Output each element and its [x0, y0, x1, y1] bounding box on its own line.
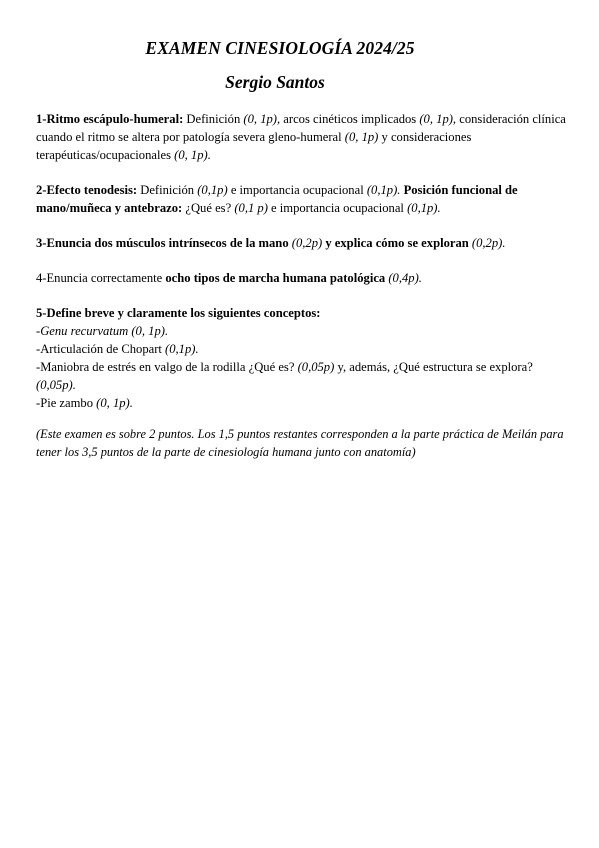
question-5-title: 5-Define breve y claramente los siguientes conceptos:: [36, 306, 321, 320]
q1-points-2: (0, 1p),: [419, 112, 457, 126]
list-item-text: Genu recurvatum (0, 1p).: [40, 324, 169, 338]
q2-text-2: e importancia ocupacional: [227, 183, 367, 197]
list-item-points: (0, 1p).: [96, 396, 133, 410]
exam-title: EXAMEN CINESIOLOGÍA 2024/25: [145, 38, 415, 58]
question-3-subheading: y explica cómo se exploran: [322, 236, 469, 250]
q2-points-2: (0,1p).: [366, 183, 401, 197]
list-item: [36, 358, 566, 394]
list-item-dash: -: [36, 324, 41, 338]
question-5-heading: [36, 304, 566, 322]
author-name: Sergio Santos: [225, 72, 325, 92]
question-2: [36, 181, 566, 217]
q1-text-4: y consideraciones terapéuticas/ocupacionales: [36, 130, 472, 162]
exam-content: [36, 110, 566, 473]
question-5-list: [36, 322, 566, 412]
q3-points-1: (0,2p): [288, 236, 323, 250]
q2-points-3: (0,1 p): [234, 201, 268, 215]
list-item: [36, 340, 566, 358]
list-item-points: (0,1p).: [165, 342, 199, 356]
list-item-points: (0,05p): [297, 360, 335, 374]
q2-points-1: (0,1p): [197, 183, 228, 197]
question-2-heading: 2-Efecto tenodesis:: [36, 183, 138, 197]
q1-points-3: (0, 1p): [344, 130, 379, 144]
q1-text-2: arcos cinéticos implicados: [280, 112, 420, 126]
q2-points-4: (0,1p).: [407, 201, 441, 215]
q1-points-1: (0, 1p),: [243, 112, 281, 126]
q3-points-2: (0,2p).: [468, 236, 506, 250]
list-item: [36, 322, 566, 340]
question-4: [36, 269, 566, 287]
q4-points: (0,4p).: [385, 271, 422, 285]
q2-text-4: e importancia ocupacional: [267, 201, 408, 215]
list-item-text: -Maniobra de estrés en valgo de la rodilla ¿Qué es?: [36, 360, 298, 374]
q1-points-4: (0, 1p).: [174, 148, 211, 162]
q2-text-1: Definición: [137, 183, 198, 197]
list-item-points-2: (0,05p).: [36, 378, 76, 392]
list-item-text: -Pie zambo: [36, 396, 97, 410]
question-3: [36, 234, 566, 252]
list-item: [36, 394, 566, 412]
q4-bold-text: ocho tipos de marcha humana patológica: [165, 271, 386, 285]
question-1: [36, 110, 566, 164]
q2-text-3: ¿Qué es?: [182, 201, 235, 215]
q1-text-1: Definición: [183, 112, 244, 126]
q4-text-1: 4-Enuncia correctamente: [36, 271, 166, 285]
list-item-text-2: y, además, ¿Qué estructura se explora?: [334, 360, 533, 374]
exam-note: (Este examen es sobre 2 puntos. Los 1,5 puntos restantes corresponden a la parte práctica de Meilán para tener los 3,5 puntos de la parte de cinesiología humana junto con anatomía): [36, 427, 564, 459]
question-1-heading: 1-Ritmo escápulo-humeral:: [36, 112, 184, 126]
question-3-heading: 3-Enuncia dos músculos intrínsecos de la mano: [36, 236, 289, 250]
list-item-text: -Articulación de Chopart: [36, 342, 166, 356]
q1-text-3: consideración clínica cuando el ritmo se altera por patología severa gleno-humeral: [36, 112, 566, 144]
question-2-subheading: Posición funcional de mano/muñeca y antebrazo:: [36, 183, 518, 215]
